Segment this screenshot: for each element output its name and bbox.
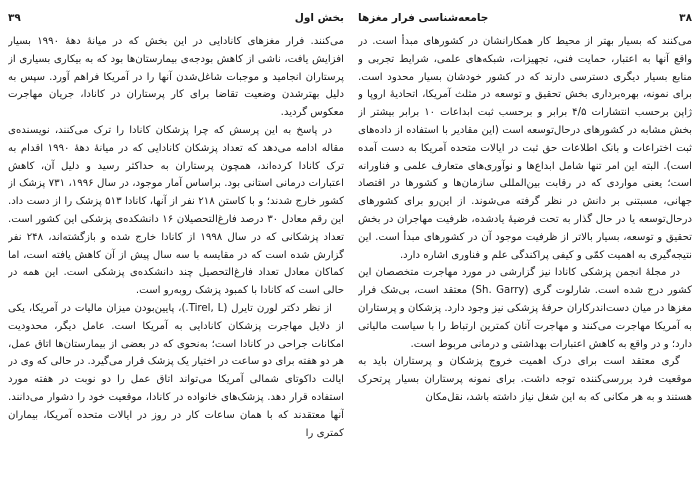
right-page xyxy=(358,10,692,490)
paragraph: از نظر دکتر لورن تایرل (Tirel, L.)، پایین‌بودن میزان مالیات در آمریکا، یکی از دلایل مهاجرت پزشکان کانادایی به آمریکا است. عامل دیگر، محدودیت امکانات جراحی در کانادا است؛ به‌نحوی که در بعضی از بیمارستان‌ها اتاق عمل، هر دو هفته برای دو ساعت در اختیار یک پزشک قرار می‌گیرد. در حالی که وی در ایالت داکوتای شمالی آمریکا می‌تواند اتاق عمل را دو نوبت در هفته مورد استفاده قرار دهد. پزشک‌های خانواده در کانادا، موقعیت خود را دشوار می‌دانند. آنها معتقدند که با همان ساعات کار در روز در ایالات متحده آمریکا، بیماران کمتری را xyxy=(8,302,344,439)
left-page xyxy=(8,10,344,490)
page-number: ۳۸ xyxy=(679,12,692,24)
paragraph: می‌کنند. فرار مغزهای کانادایی در این بخش که در میانهٔ دههٔ ۱۹۹۰ بسیار افزایش یافت، ناشی از کاهش بودجه‌ی بیمارستان‌ها بود که به بیکاری بسیاری از پرستاران انجامید و موجبات شاغل‌شدن آنها را در آمریکا فراهم آورد. سپس به دلیل بهترشدن وضعیت تقاضا برای کار پرستاران در کانادا، جریان مهاجرت معکوس گردید. xyxy=(8,36,344,119)
running-title: بخش اول xyxy=(294,12,344,24)
left-running-header xyxy=(8,10,344,26)
right-page-body xyxy=(358,33,692,407)
paragraph: گری معتقد است برای درک اهمیت خروج پزشکان و پرستاران باید به موقعیت فرد بررسی‌کننده توجه داشت. برای نمونه پرستاران بسیار پرتحرک هستند و به هر مکانی که به این شغل نیاز داشته باشد، نقل‌مکان xyxy=(358,356,692,403)
running-title: جامعه‌شناسی فرار مغزها xyxy=(358,12,489,24)
left-page-body xyxy=(8,33,344,442)
paragraph: در مجلهٔ انجمن پزشکی کانادا نیز گزارشی در مورد مهاجرت متخصصان این کشور درج شده است. شارلوت گری (Sh. Garry) معتقد است، بی‌شک فرار مغزها در میان دست‌اندرکاران حرفهٔ پزشکی نیز وجود دارد. پزشکان و پرستاران به آمریکا مهاجرت می‌کنند و مهاجرت آنان کمترین ارتباط را با سیاست مالیاتی دارد؛ و در واقع به کاهش اعتبارات بهداشتی و درمانی مربوط است. xyxy=(358,267,692,350)
paragraph: در پاسخ به این پرسش که چرا پزشکان کانادا را ترک می‌کنند، نویسنده‌ی مقاله ادامه می‌دهد که تعداد پزشکان کانادایی که در میانهٔ دههٔ ۱۹۹۰ اقدام به ترک کانادا کرده‌اند، همچون پرستاران به حداکثر رسید و دلیل آن، کاهش اعتبارات درمانی استانی بود. براساس آمار موجود، در سال ۱۹۹۶، ۷۳۱ پزشک از کشور خارج شدند؛ و با کاستن ۲۱۸ نفر از آنها، کانادا ۵۱۳ پزشک را از دست داد. این رقم معادل ۳۰ درصد فارغ‌التحصیلان ۱۶ دانشکده‌ی پزشکی این کشور است. تعداد پزشکانی که در سال ۱۹۹۸ از کانادا خارج شده و بازگشته‌اند، ۲۴۸ نفر گزارش شده است که در مقایسه با سه سال پیش از آن کاهش یافته است، اما کماکان معادل تعداد فارغ‌التحصیل چند دانشکده‌ی پزشکی است. این همه در حالی است که کانادا با کمبود پزشک روبه‌رو است. xyxy=(8,124,344,297)
right-running-header xyxy=(358,10,692,26)
page-number: ۳۹ xyxy=(8,12,21,24)
paragraph: می‌کنند که بسیار بهتر از محیط کار همکارانشان در کشورهای مبدأ است. در واقع آنها به اعتبار، حمایت فنی، تجهیزات، شبکه‌های علمی، شرایط تجربی و منابع بسیار دیگری دسترسی دارند که در کشور خودشان بسیار محدود است. برای نمونه، بهره‌برداری بخش تحقیق و توسعه در مثلث آمریکا، اتحادیهٔ اروپا و ژاپن برحسب انتشارات ۴/۵ برابر و برحسب ثبت ابداعات ۱۰ برابر بیشتر از بخش مشابه در کشورهای درحال‌توسعه است (این مقادیر با استفاده از داده‌های ثبت اختراعات و بانک اطلاعات حق ثبت در ایالات متحده آمریکا به دست آمده است). البته این امر تنها شامل ابداع‌ها و نوآوری‌های متعارف علمی و فناورانه است؛ یعنی مواردی که در رقابت بین‌المللی سازمان‌ها و کشورها در اقتصاد جهانی، مسبتنی بر دانش در نظر گرفته می‌شوند. از این‌رو برای کشورهای درحال‌توسعه یا در حال گذار به تحت فرضیهٔ یادشده، ظرفیت مهاجران در بخش تحقیق و توسعه، بسیار بالاتر از ظرفیت موجود آن در کشورهای مبدأ است. این نتیجه‌گیری به اهمیت کمّی و کیفی پراکندگی علم و فناوری اشاره دارد. xyxy=(358,36,692,261)
